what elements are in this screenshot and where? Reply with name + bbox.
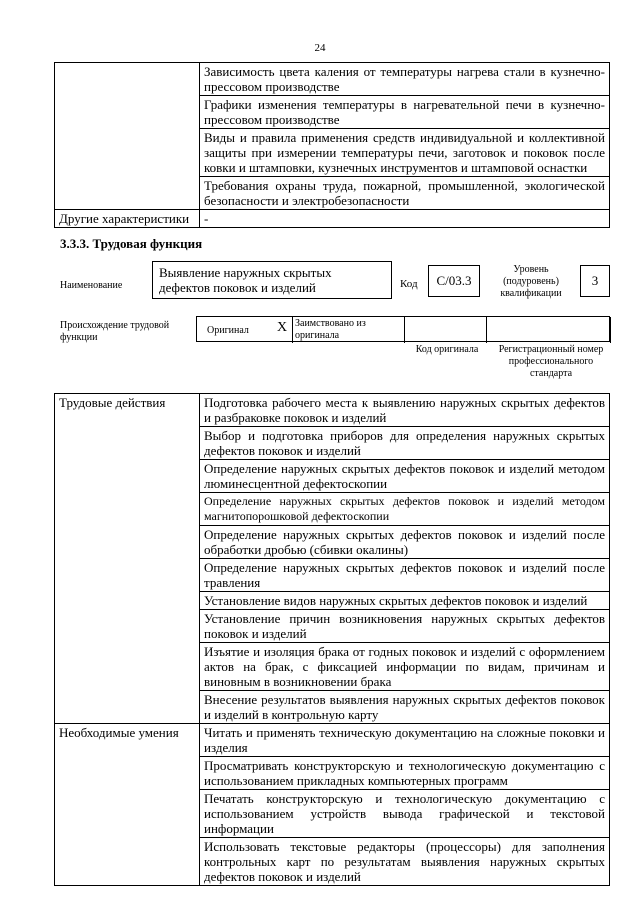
table-row (55, 210, 610, 228)
function-code-box: С/03.3 (428, 265, 480, 297)
code-original-cell (405, 317, 487, 343)
borrowed-label: Заимствовано из оригинала (295, 318, 366, 341)
table-cell: Требования охраны труда, пожарной, промышленной, экологической безопасности и электробезопасности (200, 177, 610, 210)
table-cell: Определение наружных скрытых дефектов поковок и изделий методом люминесцентной дефектоскопии (200, 460, 610, 493)
skills-label: Необходимые умения (55, 724, 200, 886)
table-cell: Внесение результатов выявления наружных скрытых дефектов поковок и изделий в контрольную карту (200, 691, 610, 724)
table-cell: Использовать текстовые редакторы (процессоры) для заполнения контрольных карт по результатам выявления наружных скрытых дефектов поковок и изделий (200, 838, 610, 886)
original-mark: X (277, 320, 288, 335)
origin-label: Происхождение трудовой функции (60, 320, 170, 343)
other-characteristics-label: Другие характеристики (55, 210, 200, 228)
table-cell: Установление видов наружных скрытых дефектов поковок и изделий (200, 592, 610, 610)
table-cell: Просматривать конструкторскую и технологическую документацию с использованием прикладных компьютерных программ (200, 757, 610, 790)
page-number: 24 (314, 42, 326, 54)
original-label: Оригинал (207, 325, 249, 336)
knowledge-table (54, 62, 610, 228)
other-characteristics-value: - (200, 210, 610, 228)
knowledge-label-cell (55, 63, 200, 210)
table-cell: Зависимость цвета каления от температуры нагрева стали в кузнечно-прессовом производстве (200, 63, 610, 96)
original-cell (197, 317, 293, 343)
code-label: Код (400, 278, 418, 290)
table-cell: Подготовка рабочего места к выявлению наружных скрытых дефектов и разбраковке поковок и изделий (200, 394, 610, 427)
table-cell: Печатать конструкторскую и технологическую документацию с использованием устройств вывода графической и текстовой информации (200, 790, 610, 838)
origin-row (196, 316, 610, 342)
section-heading: 3.3.3. Трудовая функция (60, 236, 203, 251)
table-cell: Установление причин возникновения наружных скрытых дефектов поковок и изделий (200, 610, 610, 643)
table-row (55, 724, 610, 757)
code-original-label: Код оригинала (415, 344, 479, 355)
table-cell: Определение наружных скрытых дефектов поковок и изделий после обработки дробью (сбивки окалины) (200, 526, 610, 559)
table-row (55, 63, 610, 96)
table-row (55, 394, 610, 427)
table-cell: Выбор и подготовка приборов для определения наружных скрытых дефектов поковок и изделий (200, 427, 610, 460)
reg-number-label: Регистрационный номер профессионального стандарта (498, 344, 604, 379)
borrowed-cell (293, 317, 405, 343)
level-label: Уровень (подуровень) квалификации (500, 264, 562, 299)
table-cell: Изъятие и изоляция брака от годных поковок и изделий с оформлением актов на брак, с фиксацией информации по видам, причинам и виновным в возникновении брака (200, 643, 610, 691)
table-cell: Читать и применять техническую документацию на сложные поковки и изделия (200, 724, 610, 757)
function-table (54, 393, 610, 886)
table-cell: Определение наружных скрытых дефектов поковок и изделий после травления (200, 559, 610, 592)
actions-label: Трудовые действия (55, 394, 200, 724)
reg-number-cell (487, 317, 611, 343)
name-label: Наименование (60, 280, 123, 291)
table-cell: Виды и правила применения средств индивидуальной и коллективной защиты при измерении температуры печи, заготовок и поковок после ковки и штамповки, кузнечных инструментов и штамповой оснастки (200, 129, 610, 177)
table-cell: Определение наружных скрытых дефектов поковок и изделий методом магнитопорошковой дефектоскопии (200, 493, 610, 526)
level-box: 3 (580, 265, 610, 297)
function-name-box: Выявление наружных скрытых дефектов поковок и изделий (152, 261, 392, 299)
table-cell: Графики изменения температуры в нагревательной печи в кузнечно-прессовом производстве (200, 96, 610, 129)
